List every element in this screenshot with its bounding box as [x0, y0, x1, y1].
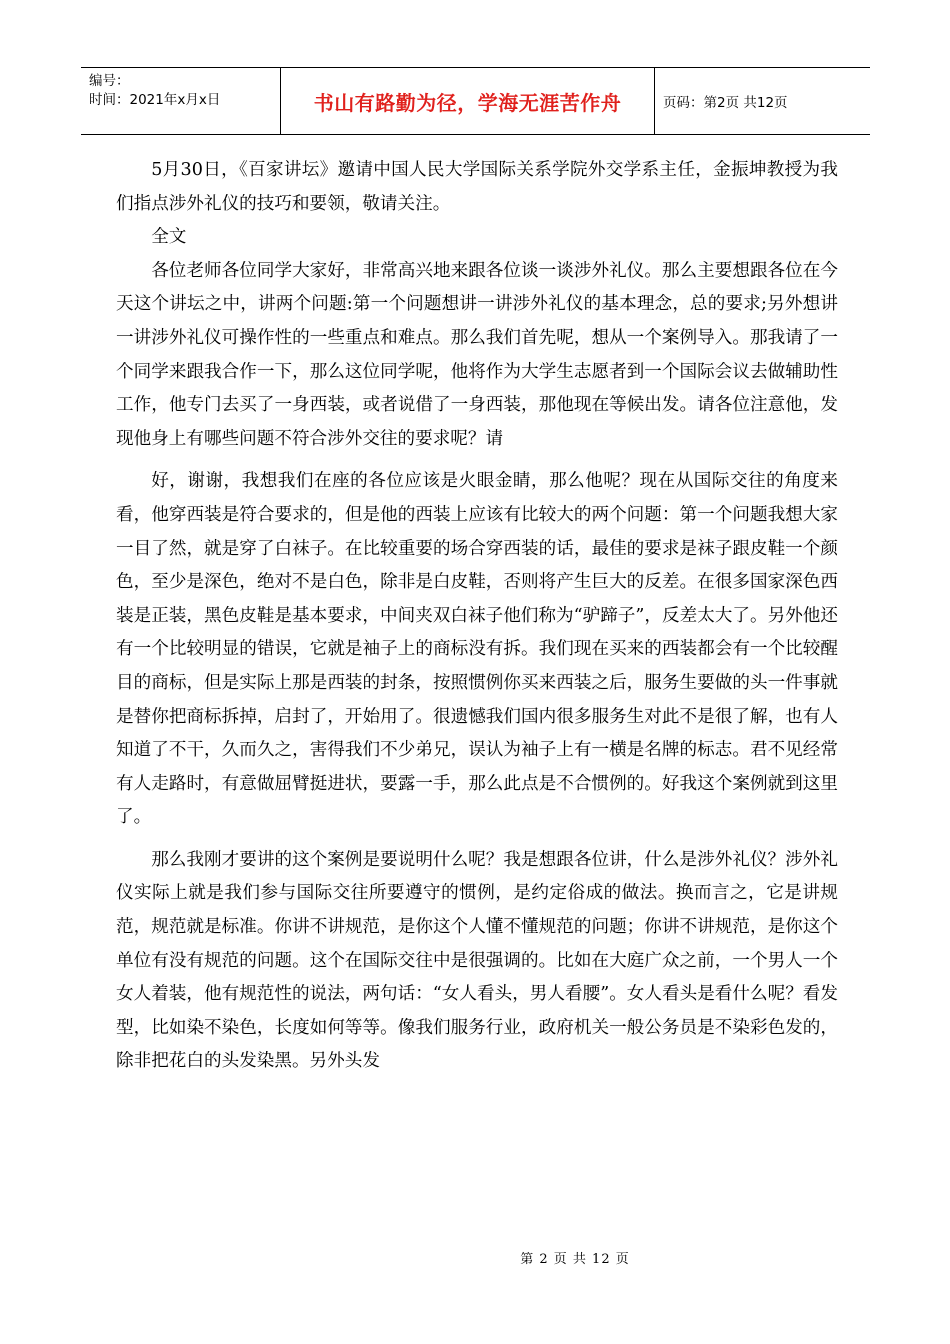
page-footer: 第 2 页 共 12 页: [520, 1252, 630, 1267]
paragraph-heading-fulltext: 全文: [151, 227, 187, 248]
paragraph-intro: 5月30日，《百家讲坛》邀请中国人民大学国际关系学院外交学系主任，金振坤教授为我们指点涉外礼仪的技巧和要领，敬请关注。: [116, 160, 838, 214]
document-time-label: 时间：2021年x月x日: [89, 92, 221, 108]
header-motto: 书山有路勤为径，学海无涯苦作舟: [281, 68, 655, 134]
paragraph-opening: 各位老师各位同学大家好，非常高兴地来跟各位谈一谈涉外礼仪。那么主要想跟各位在今天这个讲坛之中，讲两个问题:第一个问题想讲一讲涉外礼仪的基本理念，总的要求;另外想讲一讲涉外礼仪可操作性的一些重点和难点。那么我们首先呢，想从一个案例导入。那我请了一个同学来跟我合作一下，那么这位同学呢，他将作为大学生志愿者到一个国际会议去做辅助性工作，他专门去买了一身西装，或者说借了一身西装，那他现在等候出发。请各位注意他，发现他身上有哪些问题不符合涉外交往的要求呢？请: [116, 260, 838, 449]
document-number-label: 编号：: [89, 73, 130, 89]
paragraph-case-analysis: 好，谢谢，我想我们在座的各位应该是火眼金睛，那么他呢？现在从国际交往的角度来看，他穿西装是符合要求的，但是他的西装上应该有比较大的两个问题：第一个问题我想大家一目了然，就是穿了白袜子。在比较重要的场合穿西装的话，最佳的要求是袜子跟皮鞋一个颜色，至少是深色，绝对不是白色，除非是白皮鞋，否则将产生巨大的反差。在很多国家深色西装是正装，黑色皮鞋是基本要求，中间夹双白袜子他们称为“驴蹄子”，反差太大了。另外他还有一个比较明显的错误，它就是袖子上的商标没有拆。我们现在买来的西装都会有一个比较醒目的商标，但是实际上那是西装的封条，按照惯例你买来西装之后，服务生要做的头一件事就是替你把商标拆掉，启封了，开始用了。很遗憾我们国内很多服务生对此不是很了解，也有人知道了不干，久而久之，害得我们不少弟兄，误认为袖子上有一横是名牌的标志。君不见经常有人走路时，有意做屈臂挺进状，要露一手，那么此点是不合惯例的。好我这个案例就到这里了。: [116, 471, 838, 828]
header-page-number: 页码：第2页 共12页: [663, 95, 788, 111]
header-meta: [81, 68, 281, 134]
page-header: [81, 67, 870, 135]
paragraph-etiquette-definition: 那么我刚才要讲的这个案例是要说明什么呢？我是想跟各位讲，什么是涉外礼仪？涉外礼仪实际上就是我们参与国际交往所要遵守的惯例，是约定俗成的做法。换而言之，它是讲规范，规范就是标准。你讲不讲规范，是你这个人懂不懂规范的问题；你讲不讲规范，是你这个单位有没有规范的问题。这个在国际交往中是很强调的。比如在大庭广众之前，一个男人一个女人着装，他有规范性的说法，两句话：“女人看头，男人看腰”。女人看头是看什么呢？看发型，比如染不染色，长度如何等等。像我们服务行业，政府机关一般公务员是不染彩色发的，除非把花白的头发染黑。另外头发: [116, 849, 838, 1072]
document-body: [116, 154, 838, 1079]
